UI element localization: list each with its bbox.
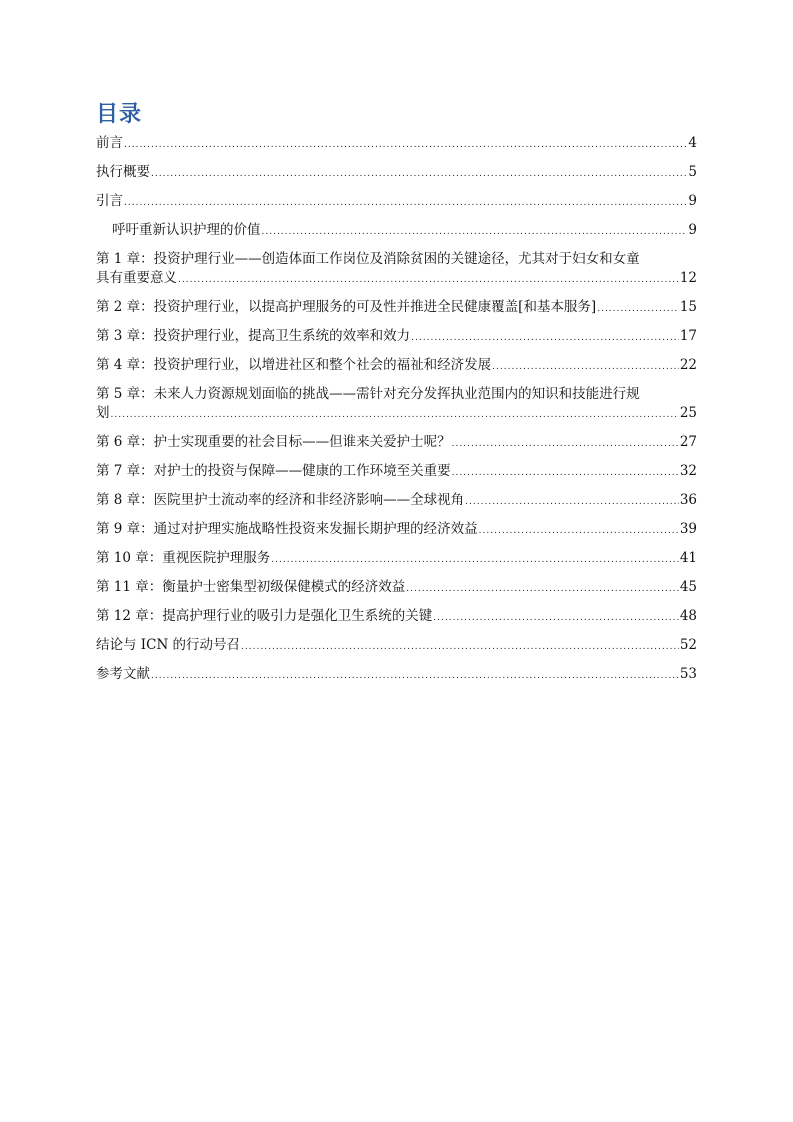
toc-entry-text: 第 6 章：护士实现重要的社会目标——但谁来关爱护士呢？ xyxy=(96,434,451,450)
toc-entry-line xyxy=(96,404,697,425)
toc-page-number: 53 xyxy=(679,666,697,682)
toc-dot-leader xyxy=(406,580,679,599)
toc-dot-leader xyxy=(452,435,679,454)
toc-dot-leader xyxy=(452,464,679,483)
toc-page-number: 17 xyxy=(679,328,697,344)
toc-page-number: 39 xyxy=(679,521,697,537)
toc-entry-text: 第 8 章：医院里护士流动率的经济和非经济影响——全球视角 xyxy=(96,492,465,508)
toc-page-number: 36 xyxy=(679,492,697,508)
toc-entry-line xyxy=(96,192,697,213)
toc-entry-line xyxy=(96,163,697,184)
toc-entry-text: 具有重要意义 xyxy=(96,270,177,286)
toc-entry-text: 第 4 章：投资护理行业，以增进社区和整个社会的福祉和经济发展 xyxy=(96,357,492,373)
toc-page xyxy=(96,100,697,694)
toc-page-number: 45 xyxy=(679,579,697,595)
toc-entry-text: 呼吁重新认识护理的价值 xyxy=(112,222,261,238)
toc-entry-text: 第 10 章：重视医院护理服务 xyxy=(96,550,271,566)
toc-entry-text: 结论与 ICN 的行动号召 xyxy=(96,637,241,653)
toc-page-number: 48 xyxy=(679,608,697,624)
toc-page-number: 9 xyxy=(688,222,697,238)
toc-entry-line xyxy=(96,607,697,628)
toc-entry-text: 第 11 章：衡量护士密集型初级保健模式的经济效益 xyxy=(96,579,406,595)
toc-entry-text: 参考文献 xyxy=(96,666,150,682)
toc-entry[interactable] xyxy=(96,578,697,599)
toc-entry[interactable] xyxy=(96,636,697,657)
toc-entry[interactable] xyxy=(96,356,697,377)
toc-entry-line xyxy=(96,298,697,319)
toc-entry-text: 执行概要 xyxy=(96,164,150,180)
toc-dot-leader xyxy=(241,638,679,657)
toc-entry-line xyxy=(96,636,697,657)
toc-entry-line xyxy=(96,134,697,155)
toc-dot-leader xyxy=(465,493,679,512)
toc-entry-line xyxy=(96,327,697,348)
toc-entry-line xyxy=(96,269,697,290)
toc-entry-line xyxy=(96,578,697,599)
toc-entry-line xyxy=(96,356,697,377)
toc-page-number: 41 xyxy=(679,550,697,566)
toc-entry-text: 第 3 章：投资护理行业，提高卫生系统的效率和效力 xyxy=(96,328,411,344)
toc-page-number: 5 xyxy=(688,164,697,180)
toc-entry-text: 第 9 章：通过对护理实施战略性投资来发掘长期护理的经济效益 xyxy=(96,521,478,537)
toc-entry[interactable] xyxy=(96,192,697,213)
toc-entry-text: 划 xyxy=(96,405,110,421)
toc-dot-leader xyxy=(271,551,679,570)
toc-dot-leader xyxy=(479,522,679,541)
toc-dot-leader xyxy=(492,358,679,377)
toc-dot-leader xyxy=(411,329,679,348)
toc-entry[interactable] xyxy=(96,607,697,628)
toc-entry[interactable] xyxy=(96,221,697,242)
toc-entry[interactable] xyxy=(96,327,697,348)
toc-dot-leader xyxy=(262,223,688,242)
toc-entry-line xyxy=(96,462,697,483)
toc-page-number: 22 xyxy=(679,357,697,373)
toc-entry[interactable] xyxy=(96,134,697,155)
toc-entry-line xyxy=(96,491,697,512)
toc-entry[interactable] xyxy=(96,549,697,570)
toc-entry[interactable] xyxy=(96,298,697,319)
toc-page-number: 9 xyxy=(688,193,697,209)
toc-entry[interactable] xyxy=(96,250,697,290)
toc-page-number: 15 xyxy=(679,299,697,315)
toc-dot-leader xyxy=(597,300,679,319)
toc-dot-leader xyxy=(178,271,679,290)
toc-dot-leader xyxy=(151,165,687,184)
toc-entry-text: 第 7 章：对护士的投资与保障——健康的工作环境至关重要 xyxy=(96,463,451,479)
toc-entry-line xyxy=(96,549,697,570)
toc-dot-leader xyxy=(124,136,687,155)
toc-entry-line xyxy=(96,520,697,541)
toc-page-number: 4 xyxy=(688,135,697,151)
toc-dot-leader xyxy=(111,406,679,425)
toc-entry[interactable] xyxy=(96,665,697,686)
toc-entry-text: 第 2 章：投资护理行业，以提高护理服务的可及性并推进全民健康覆盖[和基本服务] xyxy=(96,299,597,315)
toc-entry-text: 前言 xyxy=(96,135,123,151)
toc-entry[interactable] xyxy=(96,491,697,512)
toc-entry[interactable] xyxy=(96,462,697,483)
toc-entry[interactable] xyxy=(96,520,697,541)
toc-entry[interactable] xyxy=(96,385,697,425)
toc-title: 目录 xyxy=(96,102,143,127)
toc-dot-leader xyxy=(433,609,679,628)
toc-entry-line xyxy=(96,433,697,454)
toc-page-number: 12 xyxy=(679,270,697,286)
toc-page-number: 52 xyxy=(679,637,697,653)
toc-entry-line xyxy=(112,221,697,242)
toc-entry[interactable] xyxy=(96,433,697,454)
toc-list xyxy=(96,134,697,686)
toc-entry-text-line1: 第 1 章：投资护理行业——创造体面工作岗位及消除贫困的关键途径，尤其对于妇女和女童 xyxy=(96,251,640,267)
toc-entry-text-line1: 第 5 章：未来人力资源规划面临的挑战——需针对充分发挥执业范围内的知识和技能进行规 xyxy=(96,386,640,402)
toc-entry[interactable] xyxy=(96,163,697,184)
toc-page-number: 25 xyxy=(679,405,697,421)
toc-entry-line xyxy=(96,665,697,686)
toc-entry-text: 引言 xyxy=(96,193,123,209)
toc-entry-text: 第 12 章：提高护理行业的吸引力是强化卫生系统的关键 xyxy=(96,608,433,624)
toc-page-number: 27 xyxy=(679,434,697,450)
toc-page-number: 32 xyxy=(679,463,697,479)
toc-dot-leader xyxy=(124,194,687,213)
toc-dot-leader xyxy=(151,667,679,686)
